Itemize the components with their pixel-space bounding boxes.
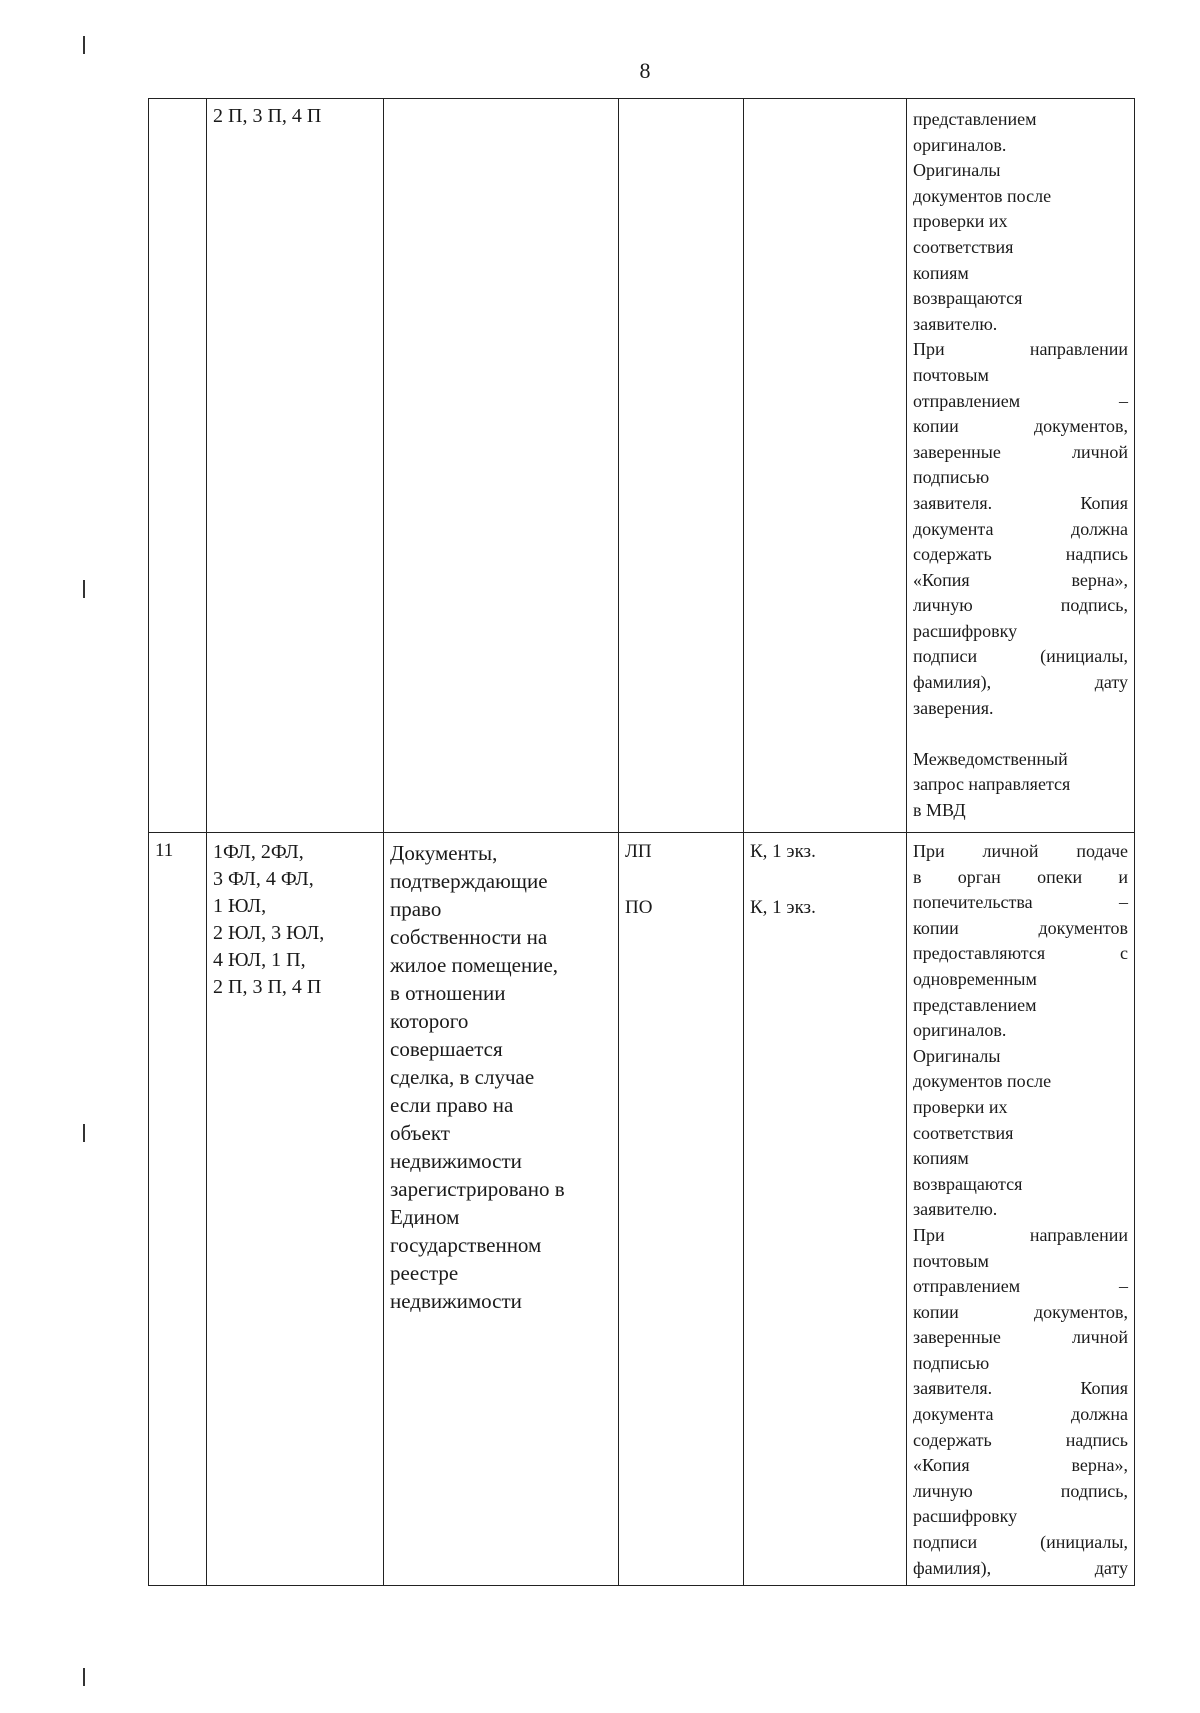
note-line: соответствия bbox=[913, 1122, 1014, 1143]
text-line: если право на bbox=[390, 1093, 514, 1117]
note-line: возвращаются bbox=[913, 1173, 1023, 1194]
note-line: заявителю. bbox=[913, 313, 998, 334]
note-line: предоставляются с bbox=[913, 943, 1128, 964]
note-line: почтовым bbox=[913, 364, 989, 385]
note-line: копии документов, bbox=[913, 1301, 1128, 1322]
submission-method-cell bbox=[619, 833, 744, 1586]
note-line: документов после bbox=[913, 185, 1052, 206]
note-line: подписи (инициалы, bbox=[913, 1532, 1128, 1553]
note-line: расшифровку bbox=[913, 1506, 1018, 1527]
note-line: Оригиналы bbox=[913, 1045, 1001, 1066]
note-line: При направлении bbox=[913, 339, 1128, 360]
text-line: подтверждающие bbox=[390, 869, 548, 893]
note-line: Межведомственный bbox=[913, 748, 1068, 769]
note-line: подписи (инициалы, bbox=[913, 646, 1128, 667]
text-line: реестре bbox=[390, 1261, 459, 1285]
submission-method-cell bbox=[619, 99, 744, 833]
copy-type-cell bbox=[744, 833, 907, 1586]
notes-text bbox=[913, 839, 1128, 1581]
documents-table bbox=[148, 98, 1135, 1586]
note-line: При направлении bbox=[913, 1224, 1128, 1245]
note-line: копиям bbox=[913, 262, 969, 283]
text-line: ПО bbox=[625, 897, 653, 918]
note-line: копии документов bbox=[913, 917, 1128, 938]
text-line: право bbox=[390, 897, 442, 921]
note-line: оригиналов. bbox=[913, 134, 1007, 155]
note-line: содержать надпись bbox=[913, 544, 1128, 565]
text-line: Документы, bbox=[390, 841, 498, 865]
text-line: 1ФЛ, 2ФЛ, bbox=[213, 841, 304, 863]
note-line: документов после bbox=[913, 1071, 1052, 1092]
table-row bbox=[149, 833, 1135, 1586]
note-line: копии документов, bbox=[913, 416, 1128, 437]
text-line: 2 ЮЛ, 3 ЮЛ, bbox=[213, 922, 325, 944]
scan-mark bbox=[83, 1124, 85, 1142]
note-line: фамилия), дату bbox=[913, 672, 1128, 693]
scan-mark bbox=[83, 36, 85, 54]
note-line: копиям bbox=[913, 1148, 969, 1169]
text-line: недвижимости bbox=[390, 1149, 522, 1173]
row-number-cell bbox=[149, 833, 207, 1586]
row-number: 11 bbox=[155, 840, 174, 861]
note-line: отправлением – bbox=[913, 1276, 1128, 1297]
text-line: недвижимости bbox=[390, 1289, 522, 1313]
text-line: в отношении bbox=[390, 981, 506, 1005]
note-line: фамилия), дату bbox=[913, 1557, 1128, 1578]
text-line: 2 П, 3 П, 4 П bbox=[213, 105, 322, 127]
note-line: документа должна bbox=[913, 518, 1128, 539]
text-line: К, 1 экз. bbox=[750, 897, 816, 918]
note-line: в орган опеки и bbox=[913, 866, 1128, 887]
note-line: соответствия bbox=[913, 236, 1014, 257]
text-line: жилое помещение, bbox=[390, 953, 559, 977]
notes-cell bbox=[907, 833, 1135, 1586]
note-line: заверения. bbox=[913, 697, 994, 718]
note-line: попечительства – bbox=[913, 892, 1128, 913]
note-line: При личной подаче bbox=[913, 841, 1128, 861]
copy-types bbox=[750, 839, 900, 921]
note-line: оригиналов. bbox=[913, 1020, 1007, 1041]
notes-cell bbox=[907, 99, 1135, 833]
note-line: заявителя. Копия bbox=[913, 1378, 1128, 1399]
applicant-codes-cell bbox=[207, 833, 384, 1586]
page-number: 8 bbox=[639, 58, 651, 83]
text-line: зарегистрировано в bbox=[390, 1177, 565, 1201]
note-line: документа должна bbox=[913, 1404, 1128, 1425]
note-line: запрос направляется bbox=[913, 774, 1071, 795]
note-line: проверки их bbox=[913, 1096, 1008, 1117]
document-cell bbox=[384, 99, 619, 833]
applicant-codes bbox=[213, 839, 377, 1001]
note-line: личную подпись, bbox=[913, 1480, 1128, 1501]
note-line: личную подпись, bbox=[913, 595, 1128, 616]
document-name bbox=[390, 839, 612, 1315]
note-line: подписью bbox=[913, 1352, 990, 1373]
text-line: Едином bbox=[390, 1205, 460, 1229]
text-line: объект bbox=[390, 1121, 450, 1145]
note-line: в МВД bbox=[913, 800, 966, 821]
line-gap bbox=[750, 865, 900, 895]
note-line: заявителя. Копия bbox=[913, 492, 1128, 513]
text-line: 2 П, 3 П, 4 П bbox=[213, 976, 322, 998]
text-line: совершается bbox=[390, 1037, 503, 1061]
note-line: представлением bbox=[913, 109, 1037, 129]
applicant-codes bbox=[213, 103, 377, 130]
document-cell bbox=[384, 833, 619, 1586]
note-line: заверенные личной bbox=[913, 441, 1128, 462]
row-number-cell bbox=[149, 99, 207, 833]
note-line: отправлением – bbox=[913, 390, 1128, 411]
notes-text bbox=[913, 107, 1128, 824]
text-line: 4 ЮЛ, 1 П, bbox=[213, 949, 306, 971]
note-line: содержать надпись bbox=[913, 1429, 1128, 1450]
text-line: 3 ФЛ, 4 ФЛ, bbox=[213, 868, 314, 890]
note-line: Оригиналы bbox=[913, 160, 1001, 181]
note-line: одновременным bbox=[913, 968, 1037, 989]
note-line bbox=[913, 721, 1128, 747]
text-line: собственности на bbox=[390, 925, 548, 949]
note-line: расшифровку bbox=[913, 620, 1018, 641]
note-line: почтовым bbox=[913, 1250, 989, 1271]
note-line: проверки их bbox=[913, 211, 1008, 232]
note-line: заверенные личной bbox=[913, 1327, 1128, 1348]
copy-type-cell bbox=[744, 99, 907, 833]
text-line: ЛП bbox=[625, 841, 652, 862]
scan-mark bbox=[83, 580, 85, 598]
note-line: возвращаются bbox=[913, 288, 1023, 309]
scan-mark bbox=[83, 1668, 85, 1686]
text-line: сделка, в случае bbox=[390, 1065, 535, 1089]
note-line: заявителю. bbox=[913, 1199, 998, 1220]
text-line: государственном bbox=[390, 1233, 542, 1257]
note-line: «Копия верна», bbox=[913, 1455, 1128, 1476]
text-line: 1 ЮЛ, bbox=[213, 895, 267, 917]
submission-methods bbox=[625, 839, 737, 921]
text-line: которого bbox=[390, 1009, 469, 1033]
line-gap bbox=[625, 865, 737, 895]
note-line: подписью bbox=[913, 467, 990, 488]
text-line: К, 1 экз. bbox=[750, 841, 816, 862]
applicant-codes-cell bbox=[207, 99, 384, 833]
note-line: «Копия верна», bbox=[913, 569, 1128, 590]
note-line: представлением bbox=[913, 994, 1037, 1015]
table-row bbox=[149, 99, 1135, 833]
